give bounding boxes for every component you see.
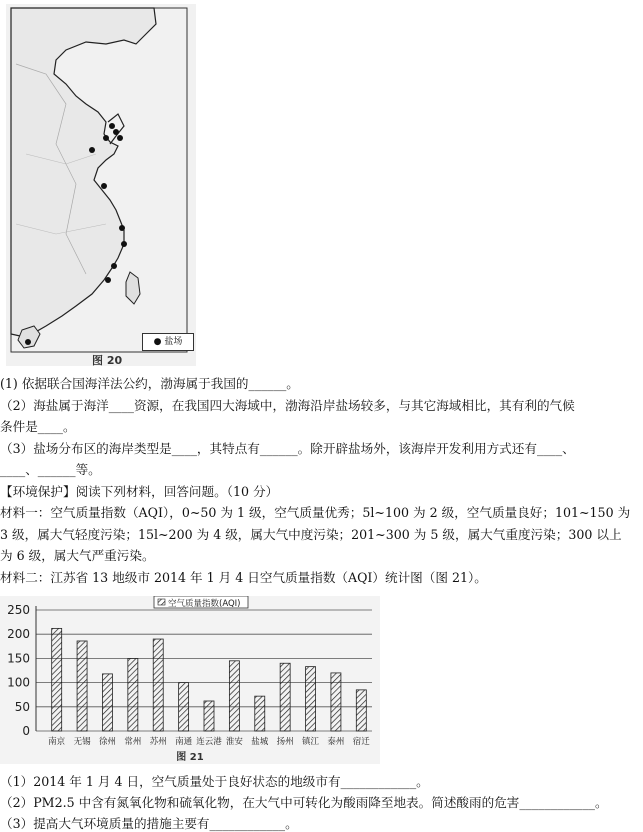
map-figure — [6, 4, 196, 366]
aqi-bar-chart — [0, 596, 380, 764]
section-heading: 【环境保护】阅读下列材料，回答问题。（10 分） — [0, 484, 279, 499]
bar-苏州 — [153, 639, 163, 731]
bar-泰州 — [331, 673, 341, 731]
x-tick-label: 苏州 — [149, 737, 167, 747]
bar-无锡 — [77, 641, 87, 731]
y-tick-label: 250 — [7, 603, 30, 617]
bar-扬州 — [280, 663, 290, 731]
y-tick-label: 0 — [22, 724, 30, 738]
y-tick-label: 200 — [7, 627, 30, 642]
chart-caption: 图 21 — [176, 752, 204, 763]
x-tick-label: 南京 — [48, 737, 66, 747]
bar-连云港 — [204, 701, 214, 731]
bar-宿迁 — [356, 690, 366, 731]
bar-常州 — [128, 658, 138, 731]
bar-镇江 — [306, 667, 316, 731]
question-2-continued: 条件是____。 — [0, 419, 76, 434]
legend-dot-icon: ● — [153, 337, 162, 347]
x-tick-label: 泰州 — [327, 737, 345, 747]
y-tick-label: 150 — [7, 651, 30, 666]
legend-swatch — [158, 599, 165, 605]
material-1-line-1: 材料一：空气质量指数（AQI），0~50 为 1 级，空气质量优秀；5l~100 为 2 级，空气质量良好；101~150 为 — [0, 505, 631, 520]
y-tick-label: 50 — [14, 699, 30, 714]
x-tick-label: 盐城 — [251, 737, 269, 747]
question-2-3: （3）提高大气环境质量的措施主要有____________。 — [0, 816, 298, 831]
legend-label: 空气质量指数(AQI) — [168, 599, 241, 609]
legend-label: 盐场 — [164, 337, 183, 347]
x-tick-label: 镇江 — [302, 737, 320, 747]
map-caption: 图 20 — [92, 354, 123, 367]
material-1-line-3: 为 6 级，属大气严重污染。 — [0, 548, 155, 563]
coastline-map — [6, 4, 196, 366]
question-3: （3）盐场分布区的海岸类型是____，其特点有______。除开辟盐场外，该海岸开发利用方式还有____、 — [0, 441, 575, 456]
x-tick-label: 宿迁 — [352, 737, 370, 747]
x-tick-label: 连云港 — [196, 737, 222, 747]
x-tick-label: 南通 — [175, 737, 193, 747]
bar-南通 — [179, 683, 189, 731]
x-tick-label: 无锡 — [73, 737, 91, 747]
bar-盐城 — [255, 696, 265, 731]
x-tick-label: 淮安 — [225, 737, 243, 747]
x-tick-label: 扬州 — [276, 737, 294, 747]
question-2-1: （1）2014 年 1 月 4 日，空气质量处于良好状态的地级市有____________。 — [0, 774, 429, 789]
bar-徐州 — [102, 674, 112, 731]
question-3-continued: ____、______等。 — [0, 462, 101, 477]
x-tick-label: 常州 — [124, 737, 142, 747]
bar-南京 — [52, 628, 62, 731]
chart-svg — [0, 596, 380, 764]
material-2: 材料二：江苏省 13 地级市 2014 年 1 月 4 日空气质量指数（AQI）统计图（图 21）。 — [0, 570, 487, 585]
question-1: (1) 依据联合国海洋法公约，渤海属于我国的______。 — [0, 376, 299, 391]
question-2-2: （2）PM2.5 中含有氮氧化物和硫氧化物，在大气中可转化为酸雨降至地表。简述酸雨的危害____________。 — [0, 795, 608, 810]
bar-淮安 — [229, 661, 239, 731]
y-tick-label: 100 — [7, 675, 30, 690]
material-1-line-2: 3 级，属大气轻度污染；15l~200 为 4 级，属大气中度污染；201~300 为 5 级，属大气重度污染；300 以上 — [0, 527, 622, 542]
map-legend — [142, 333, 194, 351]
question-2: （2）海盐属于海洋____资源，在我国四大海域中，渤海沿岸盐场较多，与其它海域相比，其有利的气候 — [0, 398, 575, 413]
x-tick-label: 徐州 — [98, 737, 116, 747]
